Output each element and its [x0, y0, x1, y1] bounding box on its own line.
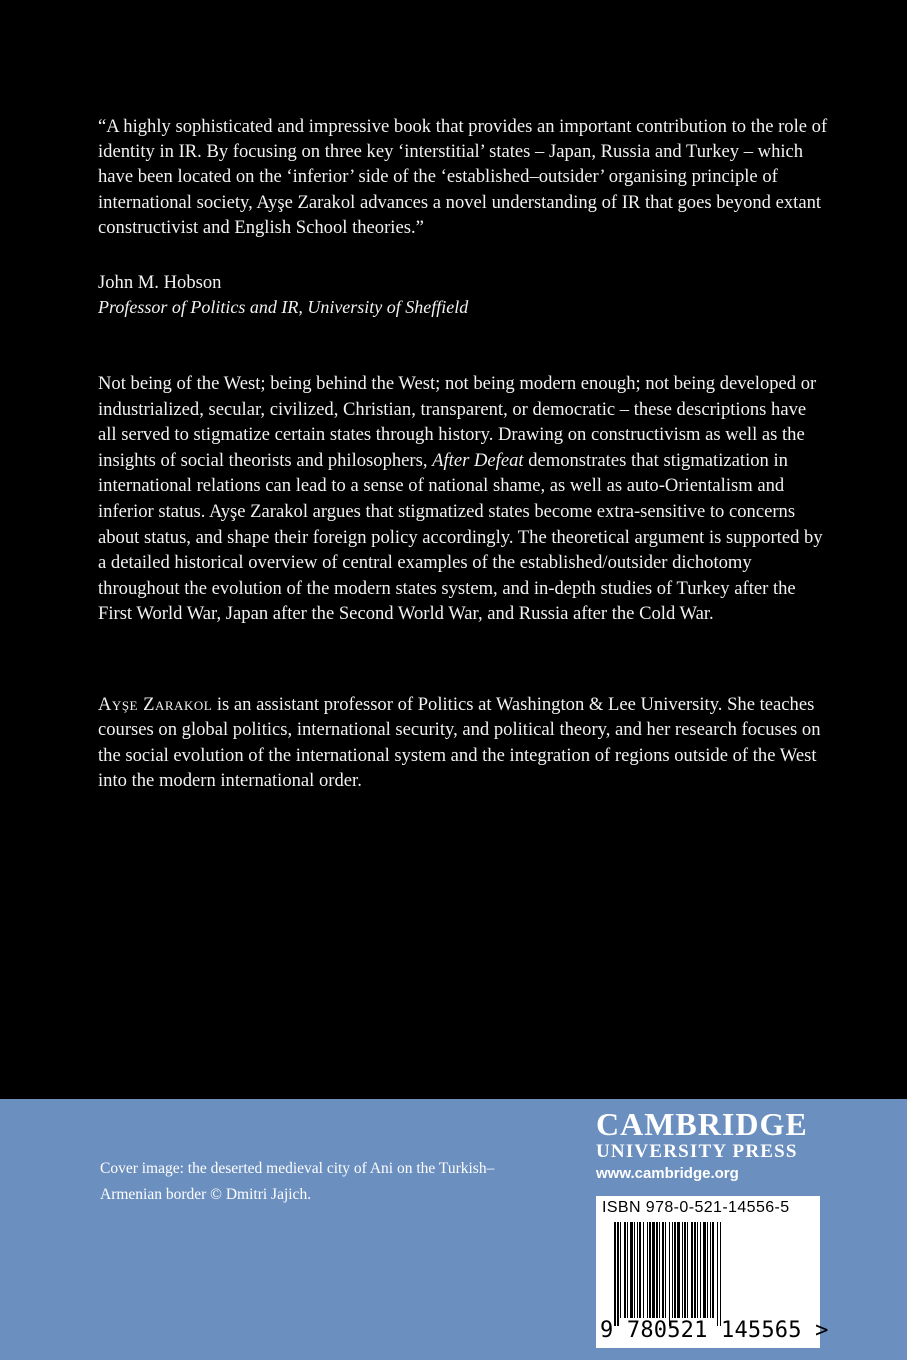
description-part-1: Not being of the West; being behind the West; not being modern enough; not being developed or industrialized, secular, civilized, Christian, transparent, or democratic – these descriptions have all served to stigmatize certain states through history. Drawing on constructivism as well as the insights of social theorists and philosophers, [98, 373, 817, 471]
endorsement-quote: “A highly sophisticated and impressive book that provides an important contribution to the role of identity in IR. By focusing on three key ‘interstitial’ states – Japan, Russia and Turkey – which have been located on the ‘inferior’ side of the ‘established–outsider’ organising principle of international society, Ayşe Zarakol advances a novel understanding of IR that goes beyond extant constructivist and English School theories.” [98, 116, 828, 238]
barcode-bar [677, 1222, 680, 1318]
author-bio-text: is an assistant professor of Politics at Washington & Lee University. She teaches courses on global politics, international security, and political theory, and her research focuses on the social evolution of the international system and the integration of regions outside of the West into the modern international order. [98, 694, 821, 792]
publisher-website[interactable]: www.cambridge.org [596, 1165, 739, 1182]
barcode-bar [656, 1222, 658, 1318]
barcode-bar [720, 1222, 721, 1326]
barcode-bar [652, 1222, 655, 1318]
barcode-bar [662, 1222, 664, 1318]
barcode-bar [707, 1222, 708, 1318]
barcode-bar [672, 1222, 673, 1318]
barcode-bar [694, 1222, 696, 1318]
barcode-bar [703, 1222, 706, 1318]
barcode-bar [614, 1222, 616, 1326]
footer-band [0, 1099, 907, 1360]
endorsement-author: John M. Hobson [98, 272, 222, 293]
barcode-bar [717, 1222, 718, 1326]
barcode-bar [665, 1222, 666, 1318]
cover-image-credit: Cover image: the deserted medieval city of Ani on the Turkish–Armenian border © Dmitri Jajich. [100, 1160, 495, 1203]
barcode-bar [682, 1222, 683, 1318]
barcode-bar [649, 1222, 651, 1318]
barcode-bar [697, 1222, 698, 1318]
description-part-2: demonstrates that stigmatization in international relations can lead to a sense of national shame, as well as auto-Orientalism and inferior status. Ayşe Zarakol argues that stigmatized states become extra-sensitive to concerns about status, and shape their foreign policy accordingly. The theoretical argument is supported by a detailed historical overview of central examples of the established/outsider dichotomy throughout the evolution of the modern states system, and in-depth studies of Turkey after the First World War, Japan after the Second World War, and Russia after the Cold War. [98, 449, 823, 625]
barcode-bar [630, 1222, 633, 1318]
barcode-bar [639, 1222, 641, 1318]
author-bio [98, 692, 823, 794]
barcode-bar [637, 1222, 638, 1318]
barcode-bar [712, 1222, 714, 1318]
barcode-bar [659, 1222, 660, 1318]
barcode-bar [647, 1222, 648, 1318]
book-title: After Defeat [432, 449, 524, 471]
barcode-bar [620, 1222, 621, 1318]
barcode-panel [596, 1196, 829, 1348]
barcode-bar [687, 1222, 688, 1318]
barcode-bar [669, 1222, 670, 1326]
barcode-bar [617, 1222, 619, 1326]
barcode-bar [624, 1222, 626, 1318]
publisher-subname: UNIVERSITY PRESS [596, 1141, 798, 1162]
barcode-bar [700, 1222, 701, 1318]
barcode-number: 9 780521 145565 > [600, 1318, 829, 1343]
barcode-bar [674, 1222, 676, 1318]
barcode-bar [684, 1222, 686, 1318]
barcode-bar [643, 1222, 644, 1318]
book-description [98, 371, 823, 627]
barcode-bar [710, 1222, 711, 1318]
barcode-bar [627, 1222, 628, 1318]
endorsement-author-title: Professor of Politics and IR, University of Sheffield [98, 297, 469, 317]
isbn-label: ISBN 978-0-521-14556-5 [602, 1199, 790, 1216]
publisher-logo [596, 1107, 836, 1184]
publisher-name: CAMBRIDGE [596, 1106, 808, 1142]
barcode-bar [634, 1222, 635, 1318]
author-name: Ayşe Zarakol [98, 694, 213, 715]
barcode-bar [691, 1222, 693, 1318]
